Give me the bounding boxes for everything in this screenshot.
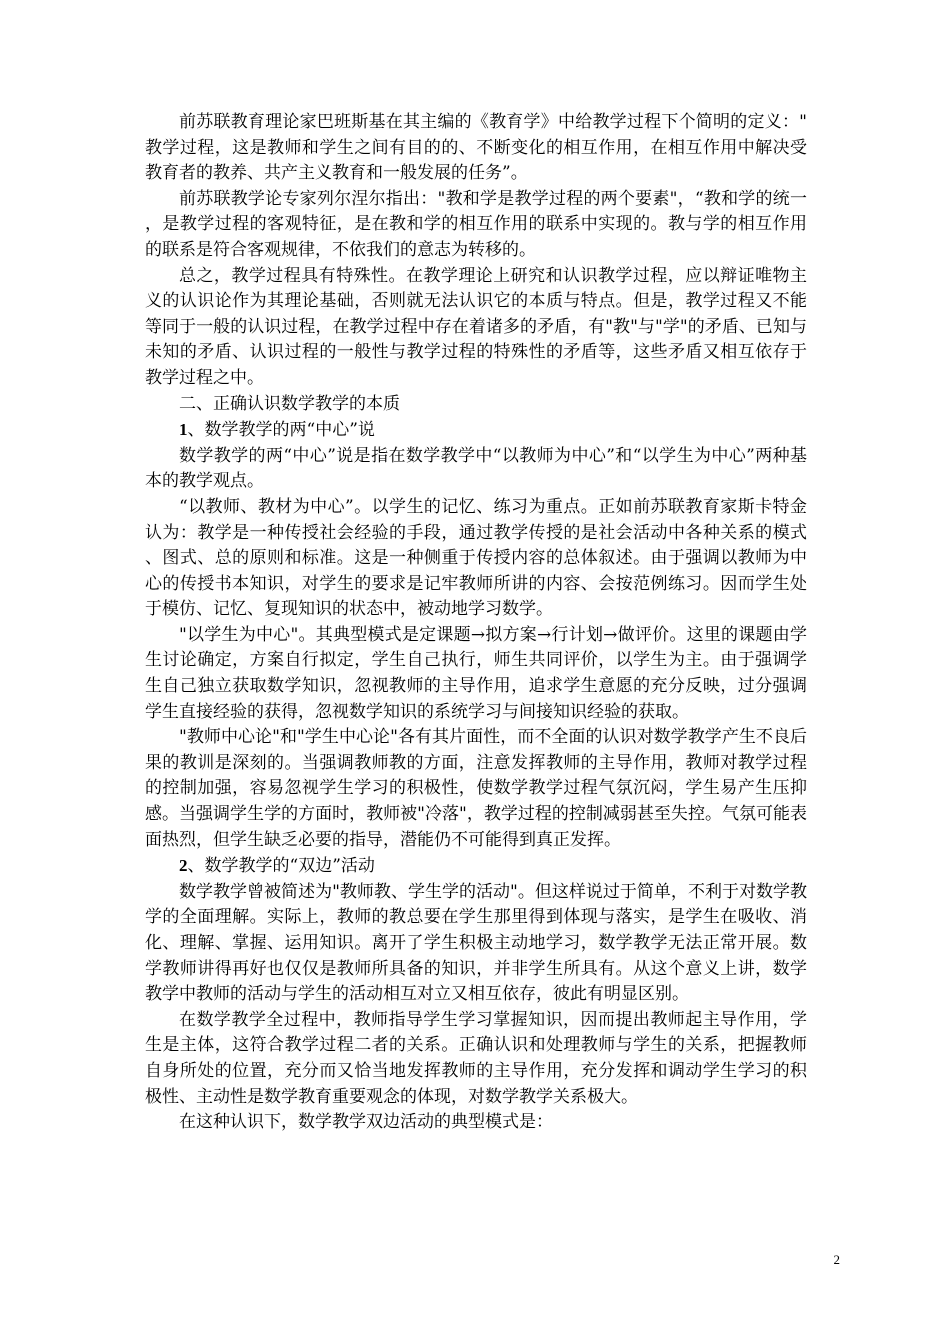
subsection-title: 、数学教学的两“中心”说 [187, 420, 375, 441]
subsection-title: 、数学教学的“双边”活动 [187, 856, 375, 877]
paragraph: “以教师、教材为中心”。以学生的记忆、练习为重点。正如前苏联教育家斯卡特金认为：教学是一种传授社会经验的手段，通过教学传授的是社会活动中各种关系的模式、图式、总的原则和标准。这是一种侧重于传授内容的总体叙述。由于强调以教师为中心的传授书本知识，对学生的要求是记牢教师所讲的内容、会按范例练习。因而学生处于模仿、记忆、复现知识的状态中，被动地学习数学。 [145, 496, 807, 620]
paragraph: "以学生为中心"。其典型模式是定课题→拟方案→行计划→做评价。这里的课题由学生讨论确定，方案自行拟定，学生自己执行，师生共同评价，以学生为主。由于强调学生自己独立获取数学知识，忽视教师的主导作用，追求学生意愿的充分反映，过分强调学生直接经验的获得，忽视数学知识的系统学习与间接知识经验的获取。 [145, 624, 807, 722]
subsection-heading [145, 417, 807, 444]
paragraph: 在这种认识下，数学教学双边活动的典型模式是： [179, 1112, 553, 1133]
subsection-number: 2 [179, 856, 188, 876]
section-heading: 二、正确认识数学教学的本质 [179, 393, 400, 414]
paragraph: 数学教学曾被简述为"教师教、学生学的活动"。但这样说过于简单，不利于对数学教学的全面理解。实际上，教师的教总要在学生那里得到体现与落实，是学生在吸收、消化、理解、掌握、运用知识。离开了学生积极主动地学习，数学教学无法正常开展。数学教师讲得再好也仅仅是教师所具备的知识，并非学生所具有。从这个意义上讲，数学教学中教师的活动与学生的活动相互对立又相互依存，彼此有明显区别。 [145, 881, 807, 1005]
subsection-number: 1 [179, 420, 188, 440]
subsection-heading [145, 853, 807, 880]
paragraph: 在数学教学全过程中，教师指导学生学习掌握知识，因而提出教师起主导作用，学生是主体，这符合教学过程二者的关系。正确认识和处理教师与学生的关系，把握教师自身所处的位置，充分而又恰当地发挥教师的主导作用，充分发挥和调动学生学习的积极性、主动性是数学教育重要观念的体现，对数学教学关系极大。 [145, 1009, 807, 1107]
paragraph: 前苏联教学论专家列尔涅尔指出："教和学是教学过程的两个要素"，“教和学的统一，是教学过程的客观特征，是在教和学的相互作用的联系中实现的。教与学的相互作用的联系是符合客观规律，不依我们的意志为转移的。 [145, 188, 807, 260]
paragraph: 数学教学的两“中心”说是指在数学教学中“以教师为中心”和“以学生为中心”两种基本的教学观点。 [145, 445, 807, 492]
paragraph: 总之，教学过程具有特殊性。在教学理论上研究和认识教学过程，应以辩证唯物主义的认识论作为其理论基础，否则就无法认识它的本质与特点。但是，教学过程又不能等同于一般的认识过程，在教学过程中存在着诸多的矛盾，有"教"与"学"的矛盾、已知与未知的矛盾、认识过程的一般性与教学过程的特殊性的矛盾等，这些矛盾又相互依存于教学过程之中。 [145, 265, 807, 388]
paragraph: 前苏联教育理论家巴班斯基在其主编的《教育学》中给教学过程下个简明的定义："教学过程，这是教师和学生之间有目的的、不断变化的相互作用，在相互作用中解决受教育者的教养、共产主义教育和一般发展的任务”。 [145, 112, 807, 184]
paragraph: "教师中心论"和"学生中心论"各有其片面性，而不全面的认识对数学教学产生不良后果的教训是深刻的。当强调教师教的方面，注意发挥教师的主导作用，教师对教学过程的控制加强，容易忽视学生学习的积极性，使数学教学过程气氛沉闷，学生易产生压抑感。当强调学生学的方面时，教师被"冷落"，教学过程的控制减弱甚至失控。气氛可能表面热烈，但学生缺乏必要的指导，潜能仍不可能得到真正发挥。 [145, 727, 807, 850]
document-body [145, 110, 807, 1136]
page-number: 2 [833, 1252, 840, 1267]
